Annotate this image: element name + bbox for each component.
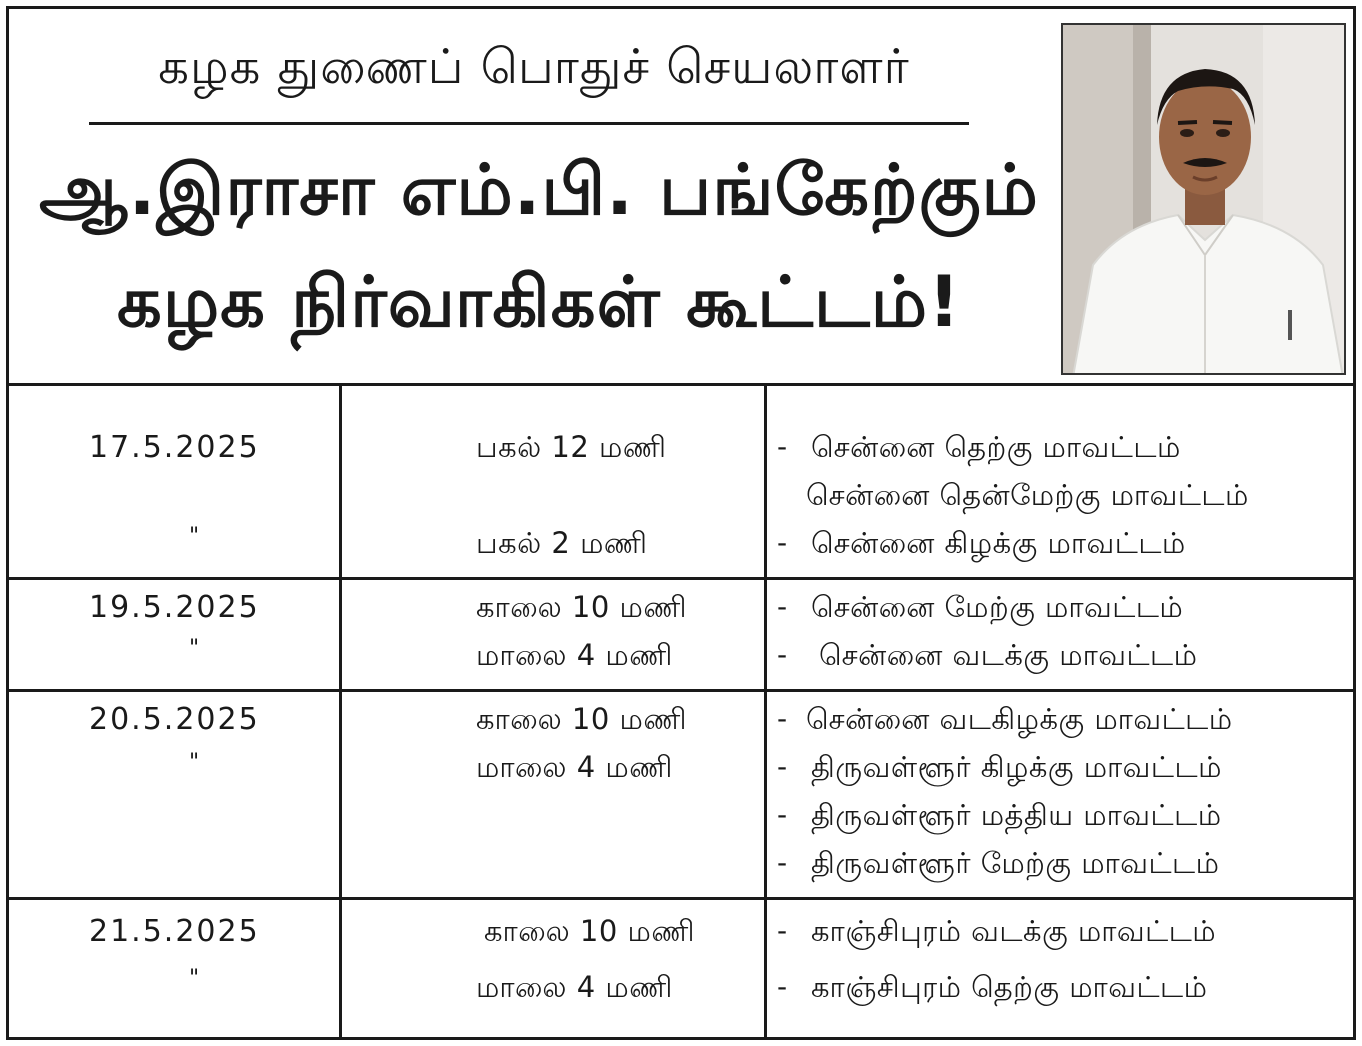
date-cell: 20.5.2025: [89, 702, 260, 737]
ditto-mark: ": [189, 750, 200, 775]
column-divider: [339, 692, 342, 897]
list-dash: -: [777, 702, 788, 735]
time-cell: காலை 10 மணி: [484, 914, 696, 948]
time-cell: மாலை 4 மணி: [476, 750, 673, 784]
schedule-table: [9, 383, 1353, 1037]
district-item: சென்னை கிழக்கு மாவட்டம்: [811, 526, 1186, 560]
list-dash: -: [777, 750, 788, 783]
date-cell: 21.5.2025: [89, 914, 260, 949]
column-divider: [339, 900, 342, 1040]
subtitle-underline: [89, 122, 969, 125]
time-cell: காலை 10 மணி: [476, 590, 688, 624]
column-divider: [764, 900, 767, 1040]
list-dash: -: [777, 526, 788, 559]
district-item: சென்னை வடகிழக்கு மாவட்டம்: [806, 702, 1233, 736]
list-dash: -: [777, 638, 788, 671]
time-cell: பகல் 12 மணி: [476, 430, 667, 464]
list-dash: -: [777, 914, 788, 947]
subtitle: கழக துணைப் பொதுச் செயலாளர்: [158, 39, 910, 95]
list-dash: -: [777, 970, 788, 1003]
portrait-illustration: [1063, 25, 1346, 375]
district-item: சென்னை மேற்கு மாவட்டம்: [811, 590, 1184, 624]
list-dash: -: [777, 798, 788, 831]
column-divider: [764, 580, 767, 689]
list-dash: -: [777, 430, 788, 463]
title-line-2: கழக நிர்வாகிகள் கூட்டம்!: [117, 261, 961, 343]
schedule-block: [9, 386, 1353, 580]
district-item: காஞ்சிபுரம் வடக்கு மாவட்டம்: [811, 914, 1217, 948]
district-item: திருவள்ளூர் மத்திய மாவட்டம்: [811, 798, 1222, 832]
list-dash: -: [777, 846, 788, 879]
date-cell: 17.5.2025: [89, 430, 260, 465]
ditto-mark: ": [189, 636, 200, 661]
district-item: சென்னை தென்மேற்கு மாவட்டம்: [806, 478, 1249, 512]
district-item: திருவள்ளூர் மேற்கு மாவட்டம்: [811, 846, 1220, 880]
schedule-block: [9, 900, 1353, 1040]
column-divider: [764, 386, 767, 577]
district-item: காஞ்சிபுரம் தெற்கு மாவட்டம்: [811, 970, 1208, 1004]
column-divider: [764, 692, 767, 897]
list-dash: -: [777, 590, 788, 623]
district-item: திருவள்ளூர் கிழக்கு மாவட்டம்: [811, 750, 1222, 784]
time-cell: பகல் 2 மணி: [476, 526, 648, 560]
title-line-1: ஆ.இராசா எம்.பி. பங்கேற்கும்: [39, 149, 1039, 231]
ditto-mark: ": [189, 966, 200, 991]
time-cell: மாலை 4 மணி: [476, 638, 673, 672]
announcement-frame: [6, 6, 1356, 1040]
column-divider: [339, 580, 342, 689]
time-cell: காலை 10 மணி: [476, 702, 688, 736]
date-cell: 19.5.2025: [89, 590, 260, 625]
column-divider: [339, 386, 342, 577]
ditto-mark: ": [189, 524, 200, 549]
district-item: சென்னை தெற்கு மாவட்டம்: [811, 430, 1181, 464]
schedule-block: [9, 692, 1353, 900]
schedule-block: [9, 580, 1353, 692]
time-cell: மாலை 4 மணி: [476, 970, 673, 1004]
district-item: சென்னை வடக்கு மாவட்டம்: [819, 638, 1198, 672]
announcement-header: [9, 9, 1353, 383]
portrait-photo: [1061, 23, 1346, 375]
